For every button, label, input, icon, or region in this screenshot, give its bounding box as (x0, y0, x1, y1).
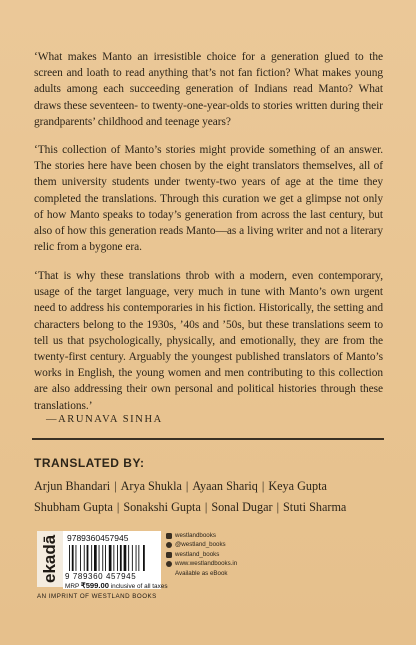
social-row (166, 531, 276, 540)
barcode-bar (109, 545, 112, 571)
social-row (166, 550, 276, 559)
barcode-bar (138, 545, 139, 571)
quote-attribution: —ARUNAVA SINHA (46, 414, 163, 425)
imprint-line: AN IMPRINT OF WESTLAND BOOKS (37, 593, 157, 600)
barcode-bar (84, 545, 85, 571)
separator: | (204, 500, 208, 514)
separator: | (276, 500, 280, 514)
barcode-bar (76, 545, 77, 571)
instagram-icon (166, 552, 172, 558)
social-text: westland_books (175, 550, 220, 558)
barcode-bar (105, 545, 106, 571)
separator: | (116, 500, 120, 514)
separator: | (114, 479, 117, 493)
twitter-icon (166, 542, 172, 548)
barcode-bar (72, 545, 74, 571)
publisher-logo (37, 531, 63, 587)
barcode-bar (143, 545, 145, 571)
divider (32, 438, 384, 440)
blank-icon (166, 570, 172, 576)
barcode-bar (69, 545, 70, 571)
translator-name: Stuti Sharma (283, 500, 347, 514)
blurb-paragraph-3: ‘That is why these translations throb with a modern, even contemporary, usage of the target language, very much in tune with Manto’s own urgent need to address his contemporaries in his fiction. Historically, the setting and characters belong to the 1930s, ’40s and ’50s, but these translations seem to tell us that psychologically, physically, and emotionally, they are from the twenty-first century. Arguably the youngest published translators of Manto’s works in English, the young women and men contributing to this collection are also addressing their own personal and political histories through these translations.’ (34, 270, 383, 412)
blurb-paragraph-2: ‘This collection of Manto’s stories might provide something of an answer. The stories here have been chosen by the eight translators themselves, all of them university students under twenty-two years of age at the time they completed the translations. Through this curation we get a glimpse not only of how Manto speaks to today’s generation from across the last century, but also of how this generation reads Manto—as a living writer and not a literary relic from a bygone era. (34, 144, 383, 254)
barcode-bar (102, 545, 103, 571)
translator-name: Sonakshi Gupta (123, 500, 201, 514)
price-value: ₹599.00 (80, 581, 109, 590)
translator-name: Keya Gupta (268, 479, 327, 493)
translator-name: Sonal Dugar (211, 500, 273, 514)
barcode-bar (113, 545, 114, 571)
separator: | (261, 479, 265, 493)
barcode-bars (69, 545, 155, 571)
translator-list (34, 476, 394, 518)
translator-line-2 (34, 497, 394, 518)
barcode-bar (80, 545, 81, 571)
social-text: @westland_books (175, 541, 226, 549)
social-row (166, 540, 276, 549)
translator-name: Ayaan Shariq (192, 479, 258, 493)
mrp-label: MRP (65, 583, 80, 590)
barcode-bar (124, 545, 127, 571)
barcode-bar (94, 545, 97, 571)
translator-line-1 (34, 476, 394, 497)
translated-by-heading: TRANSLATED BY: (34, 456, 145, 470)
separator: | (185, 479, 189, 493)
blurb-paragraph-1: ‘What makes Manto an irresistible choice for a generation glued to the screen and loath to read anything that’s not fan fiction? What makes young adults among each succeeding generation of Indians read Manto? What draws these seventeen- to twenty-one-year-olds to stories written during their grandparents’ childhood and teenage years? (34, 51, 383, 128)
translator-name: Shubham Gupta (34, 500, 113, 514)
barcode-block (63, 531, 168, 590)
social-links (166, 531, 276, 578)
barcode-bar (91, 545, 92, 571)
social-row (166, 559, 276, 568)
social-row (166, 569, 276, 578)
barcode-bar (132, 545, 133, 571)
facebook-icon (166, 533, 172, 539)
barcode-bar (136, 545, 137, 571)
social-text: Available as eBook (175, 569, 228, 577)
social-text: www.westlandbooks.in (175, 560, 238, 568)
isbn-bottom: 9 789360 457945 (65, 572, 137, 581)
barcode-bar (99, 545, 100, 571)
web-icon (166, 561, 172, 567)
barcode-bar (120, 545, 122, 571)
social-text: westlandbooks (175, 532, 216, 539)
price-note: inclusive of all taxes (110, 583, 168, 590)
barcode-bar (128, 545, 129, 571)
translator-name: Arjun Bhandari (34, 479, 111, 493)
barcode-bar (87, 545, 89, 571)
price-line (65, 581, 168, 590)
isbn-top: 9789360457945 (67, 533, 129, 543)
logo-text: ekadā (40, 534, 59, 584)
translator-name: Arya Shukla (120, 479, 182, 493)
barcode-bar (117, 545, 118, 571)
